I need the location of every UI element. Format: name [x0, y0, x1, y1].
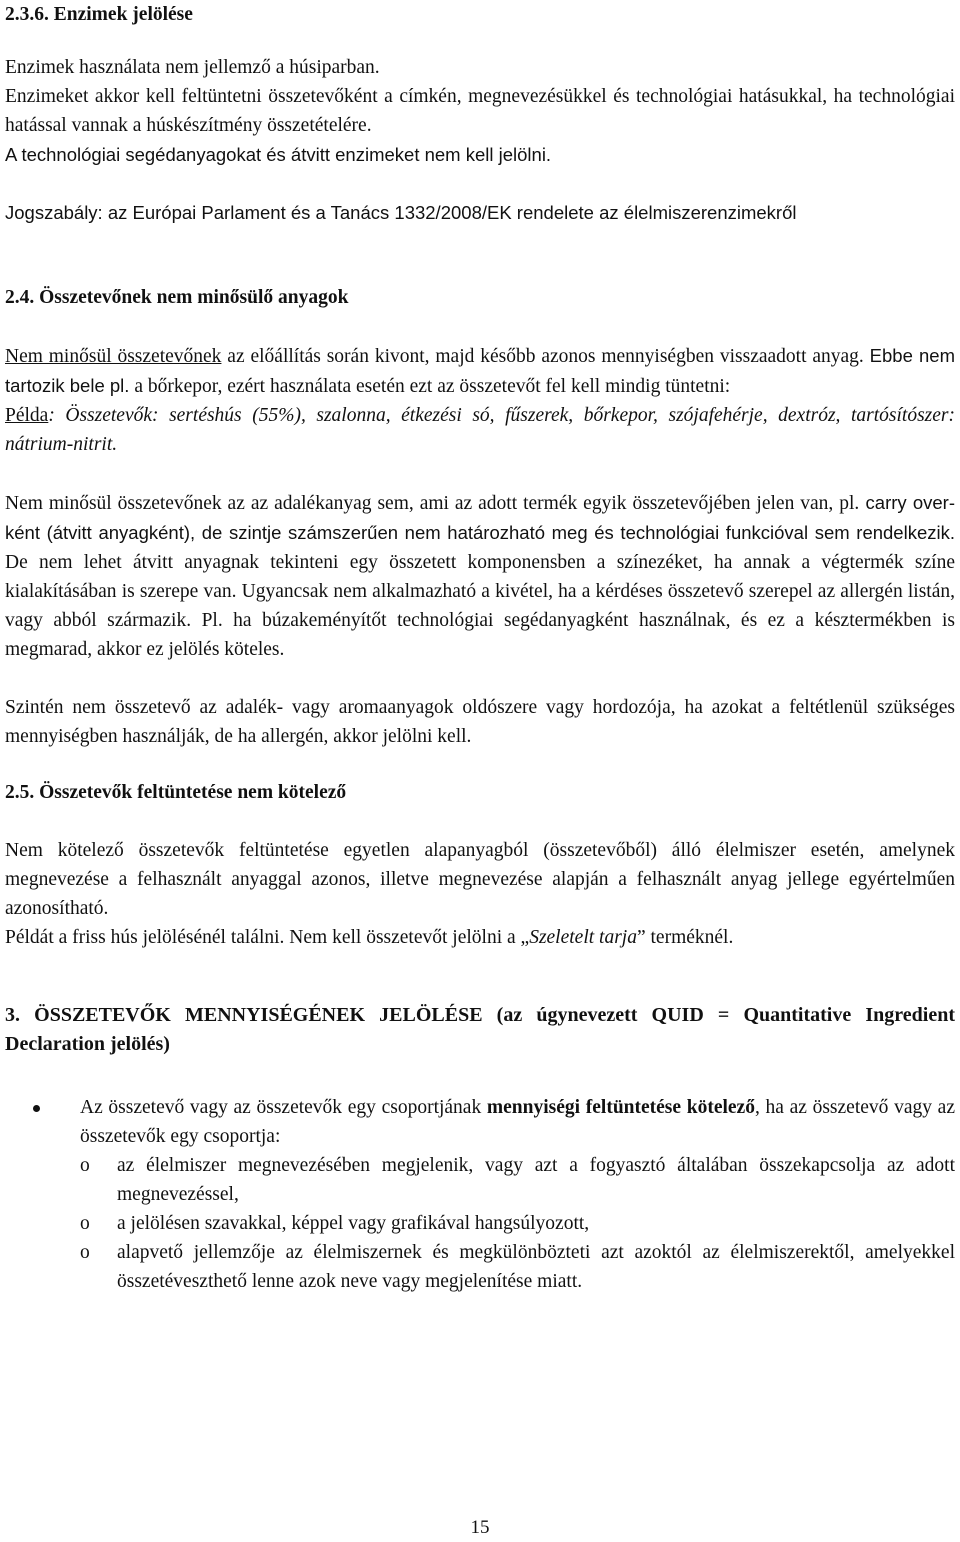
- section-2-3-6-heading: 2.3.6. Enzimek jelölése: [5, 4, 193, 25]
- circle-bullet-icon: o: [80, 1242, 90, 1263]
- circle-bullet-icon: o: [80, 1155, 90, 1176]
- sub-list-item: o alapvető jellemzője az élelmiszernek és megkülönbözteti azt azoktól az élelmiszerektől, amelyekkel összetéveszthető lenne azok neve vagy megjelenítése miatt.: [5, 1238, 955, 1296]
- paragraph: Nem kötelező összetevők feltüntetése egyetlen alapanyagból (összetevőből) álló élelmiszer esetén, amelynek megnevezése a felhasznált anyaggal azonos, illetve megnevezése alapján a felhasznált anyag jellege egyértelműen azonosítható.: [5, 840, 955, 919]
- bullet-item: Az összetevő vagy az összetevők egy csoportjának mennyiségi feltüntetése kötelező, ha az összetevő vagy az összetevők egy csoportja:: [5, 1093, 955, 1151]
- paragraph: Nem minősül összetevőnek az előállítás során kivont, majd később azonos mennyiségben visszaadott anyag. Ebbe nem tartozik bele pl. a bőrkepor, ezért használata esetén ezt az összetevőt fel kell mindig tüntetni:: [5, 345, 955, 397]
- circle-bullet-icon: o: [80, 1213, 90, 1234]
- underlined-phrase: Nem minősül összetevőnek: [5, 346, 222, 367]
- paragraph: A technológiai segédanyagokat és átvitt enzimeket nem kell jelölni.: [5, 144, 552, 165]
- section-2-4-heading: 2.4. Összetevőnek nem minősülő anyagok: [5, 287, 349, 308]
- sub-list-item: o az élelmiszer megnevezésében megjelenik, vagy azt a fogyasztó általában összekapcsolja az adott megnevezéssel,: [5, 1151, 955, 1209]
- paragraph: Szintén nem összetevő az adalék- vagy aromaanyagok oldószere vagy hordozója, ha azokat a feltétlenül szükséges mennyiségben használják, de ha allergén, akkor jelölni kell.: [5, 697, 955, 747]
- paragraph: Példát a friss hús jelölésénél találni. Nem kell összetevőt jelölni a „Szeletelt tarja” terméknél.: [5, 927, 734, 948]
- page-number: 15: [470, 1517, 490, 1538]
- sub-list-item: o a jelölésen szavakkal, képpel vagy grafikával hangsúlyozott,: [5, 1209, 955, 1238]
- document-page: [5, 0, 955, 1537]
- paragraph: Enzimeket akkor kell feltüntetni összetevőként a címkén, megnevezésükkel és technológiai hatásukkal, ha technológiai hatással vannak a húskészítmény összetételére.: [5, 86, 955, 136]
- example-paragraph: Példa: Összetevők: sertéshús (55%), szalonna, étkezési só, fűszerek, bőrkepor, szójafehérje, dextróz, tartósítószer: nátrium-nitrit.: [5, 405, 955, 455]
- paragraph: Enzimek használata nem jellemző a húsiparban.: [5, 57, 380, 78]
- paragraph: Nem minősül összetevőnek az az adalékanyag sem, ami az adott termék egyik összetevőjében jelen van, pl. carry over-ként (átvitt anyagként), de szintje számszerűen nem határozható meg és technológiai funkcióval sem rendelkezik. De nem lehet átvitt anyagnak tekinteni egy összetett komponensben a színezéket, ha annak a végtermék színe kialakításában is szerepe van. Ugyancsak nem alkalmazható a kivétel, ha a kérdéses összetevő szerepel az allergén listán, vagy abból származik. Pl. ha búzakeményítőt technológiai segédanyagként használnak, és ez a késztermékben is megmarad, akkor ez jelölés köteles.: [5, 492, 955, 660]
- section-3-heading: 3. ÖSSZETEVŐK MENNYISÉGÉNEK JELÖLÉSE (az úgynevezett QUID = Quantitative Ingredient Declaration jelölés): [5, 1004, 955, 1055]
- example-label: Példa: [5, 405, 49, 426]
- bullet-icon: [33, 1105, 40, 1112]
- legislation-reference: Jogszabály: az Európai Parlament és a Tanács 1332/2008/EK rendelete az élelmiszerenzimekről: [5, 202, 797, 223]
- section-2-5-heading: 2.5. Összetevők feltüntetése nem kötelező: [5, 782, 347, 803]
